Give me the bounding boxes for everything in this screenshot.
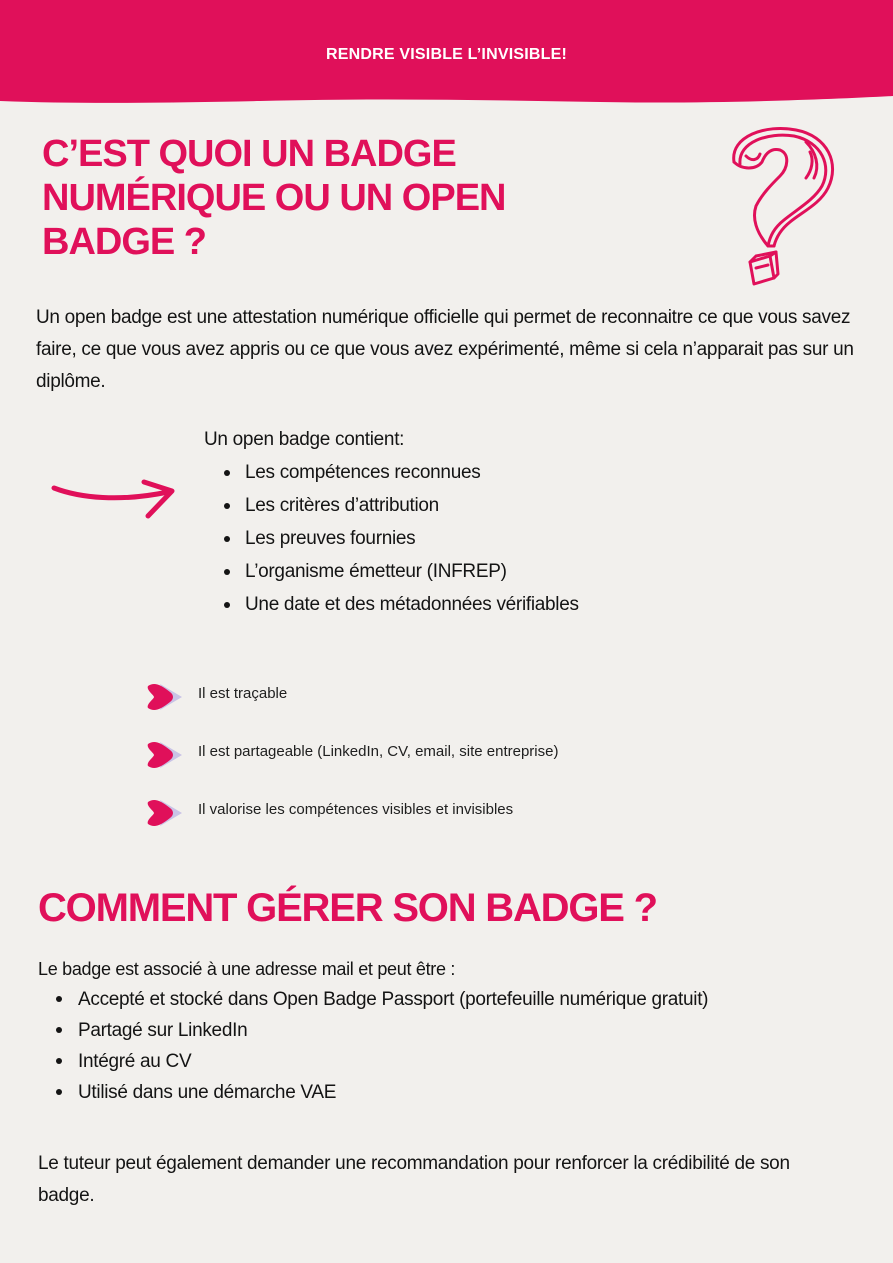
- manage-intro: Le badge est associé à une adresse mail et peut être :: [38, 959, 456, 979]
- list-item: Partagé sur LinkedIn: [36, 1015, 708, 1046]
- list-item: Les compétences reconnues: [204, 456, 579, 489]
- list-item: Les critères d’attribution: [204, 489, 579, 522]
- contains-heading: Un open badge contient:: [204, 429, 405, 450]
- feature-text: Il est traçable: [198, 685, 288, 702]
- double-chevron-icon: [146, 682, 184, 712]
- list-item: Une date et des métadonnées vérifiables: [204, 588, 579, 621]
- question-mark-sketch-icon: [716, 122, 846, 290]
- feature-text: Il valorise les compétences visibles et invisibles: [198, 801, 514, 818]
- open-badge-definition: Un open badge est une attestation numérique officielle qui permet de reconnaitre ce que vous savez faire, ce que vous avez appris ou ce que vous avez expérimenté, même si cela n’apparait pas sur un diplôme.: [36, 307, 854, 392]
- list-item: L’organisme émetteur (INFREP): [204, 555, 579, 588]
- header-banner: [0, 0, 893, 108]
- list-item: Les preuves fournies: [204, 522, 579, 555]
- list-item: Intégré au CV: [36, 1046, 708, 1077]
- feature-text: Il est partageable (LinkedIn, CV, email, site entreprise): [198, 743, 559, 760]
- manage-list: [36, 984, 708, 1108]
- double-chevron-icon: [146, 740, 184, 770]
- section-title-what-is: C’EST QUOI UN BADGE NUMÉRIQUE OU UN OPEN BADGE ?: [42, 133, 506, 263]
- banner-title: RENDRE VISIBLE L’INVISIBLE!: [326, 46, 567, 63]
- list-item: Accepté et stocké dans Open Badge Passport (portefeuille numérique gratuit): [36, 984, 708, 1015]
- list-item: Utilisé dans une démarche VAE: [36, 1077, 708, 1108]
- tutor-note: Le tuteur peut également demander une recommandation pour renforcer la crédibilité de son badge.: [38, 1153, 790, 1206]
- double-chevron-icon: [146, 798, 184, 828]
- section-title-manage: COMMENT GÉRER SON BADGE ?: [38, 886, 657, 930]
- contains-list: [204, 456, 579, 621]
- curved-arrow-icon: [50, 474, 180, 524]
